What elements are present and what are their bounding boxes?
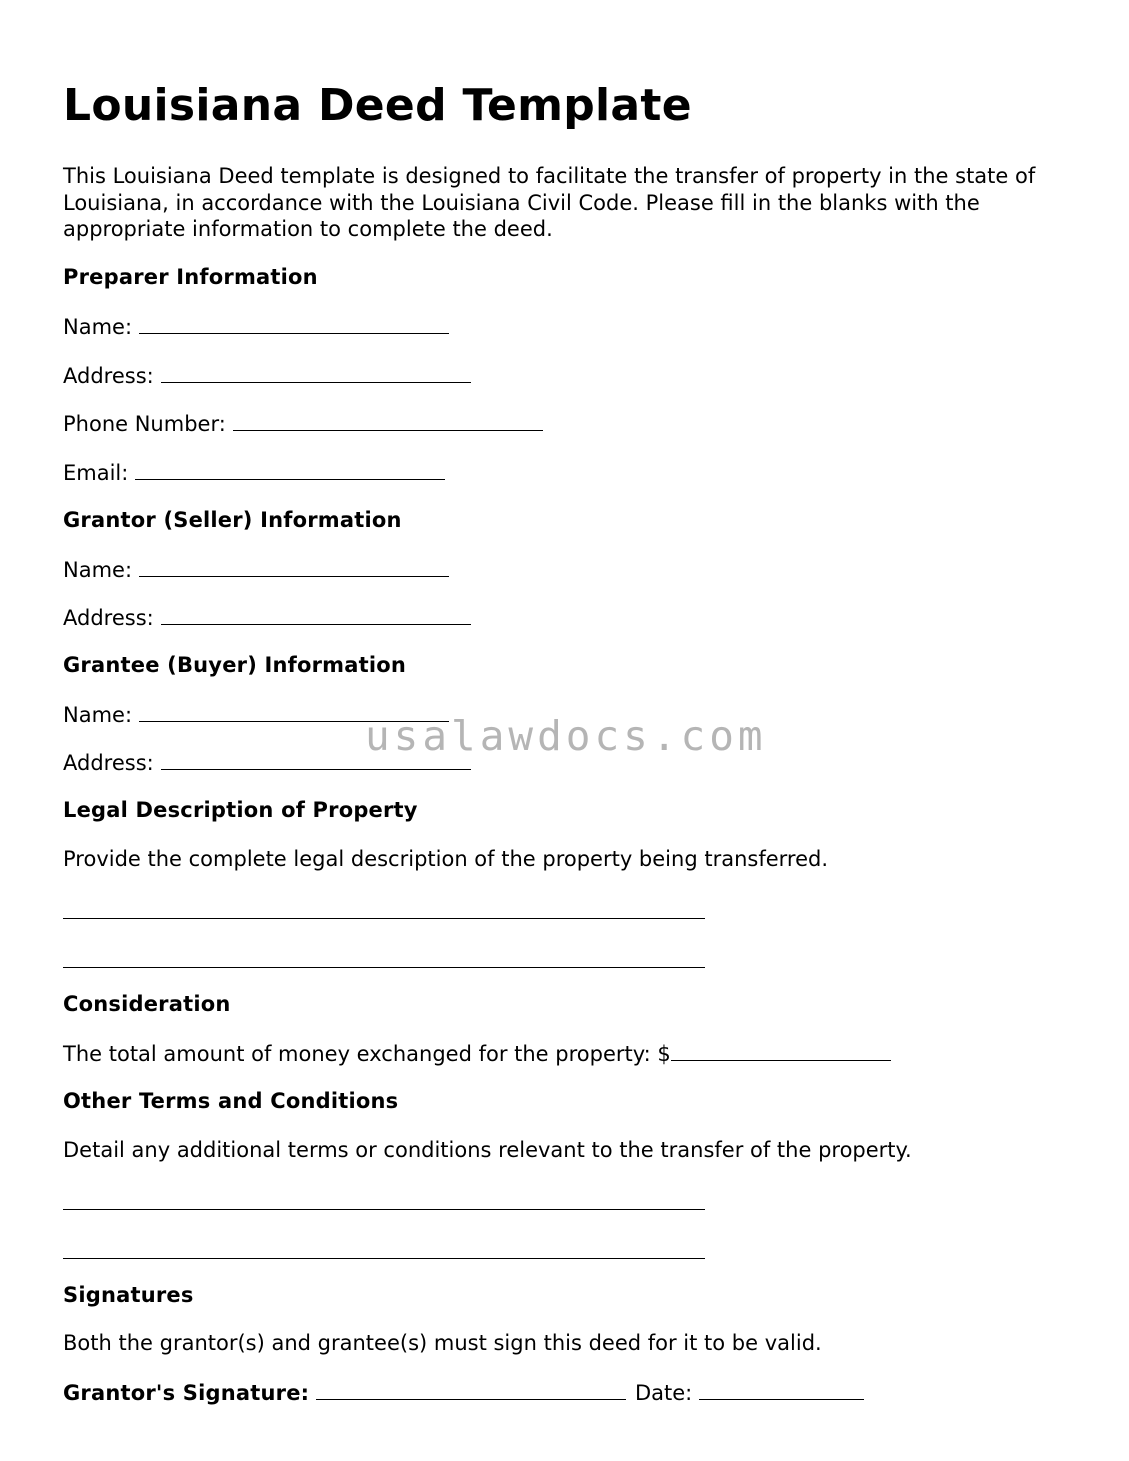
consideration-amount-field[interactable] xyxy=(671,1040,891,1061)
grantor-address-label: Address: xyxy=(63,606,154,630)
preparer-address-field[interactable] xyxy=(161,362,471,383)
grantor-name-label: Name: xyxy=(63,558,133,582)
grantor-name-field[interactable] xyxy=(139,556,449,577)
preparer-name-field[interactable] xyxy=(139,313,449,334)
preparer-heading: Preparer Information xyxy=(63,265,318,289)
preparer-email-field[interactable] xyxy=(135,459,445,480)
preparer-phone-field[interactable] xyxy=(233,410,543,431)
grantor-signature-label: Grantor's Signature: xyxy=(63,1381,310,1405)
page-title: Louisiana Deed Template xyxy=(63,80,692,131)
grantor-heading: Grantor (Seller) Information xyxy=(63,508,402,532)
legal-description-line-1[interactable] xyxy=(63,918,705,919)
grantor-address-row xyxy=(63,604,471,631)
preparer-phone-label: Phone Number: xyxy=(63,412,226,436)
grantee-address-label: Address: xyxy=(63,751,154,775)
other-terms-heading: Other Terms and Conditions xyxy=(63,1089,399,1113)
preparer-email-label: Email: xyxy=(63,461,129,485)
grantor-signature-row xyxy=(63,1379,864,1406)
other-terms-line-2[interactable] xyxy=(63,1258,705,1259)
other-terms-instruction: Detail any additional terms or conditions relevant to the transfer of the property. xyxy=(63,1138,912,1162)
consideration-row xyxy=(63,1040,891,1067)
intro-paragraph: This Louisiana Deed template is designed to facilitate the transfer of property in the state of Louisiana, in accordance with the Louisiana Civil Code. Please fill in the blanks with the appropriate information to complete the deed. xyxy=(63,164,1036,241)
watermark-text: usalawdocs.com xyxy=(365,712,767,760)
signatures-heading: Signatures xyxy=(63,1283,194,1307)
grantor-signature-field[interactable] xyxy=(316,1379,626,1400)
preparer-email-row xyxy=(63,459,445,486)
consideration-heading: Consideration xyxy=(63,992,231,1016)
grantor-address-field[interactable] xyxy=(161,604,471,625)
legal-description-heading: Legal Description of Property xyxy=(63,798,418,822)
grantor-name-row xyxy=(63,556,449,583)
signature-date-label: Date: xyxy=(634,1381,693,1405)
signature-date-field[interactable] xyxy=(699,1379,864,1400)
legal-description-instruction: Provide the complete legal description of the property being transferred. xyxy=(63,847,828,871)
signatures-instruction: Both the grantor(s) and grantee(s) must sign this deed for it to be valid. xyxy=(63,1331,822,1355)
grantee-heading: Grantee (Buyer) Information xyxy=(63,653,407,677)
consideration-label: The total amount of money exchanged for the property: $ xyxy=(63,1042,671,1066)
grantee-name-label: Name: xyxy=(63,703,133,727)
preparer-address-label: Address: xyxy=(63,364,154,388)
preparer-phone-row xyxy=(63,410,543,437)
preparer-name-label: Name: xyxy=(63,315,133,339)
other-terms-line-1[interactable] xyxy=(63,1209,705,1210)
legal-description-line-2[interactable] xyxy=(63,967,705,968)
preparer-name-row xyxy=(63,313,449,340)
preparer-address-row xyxy=(63,362,471,389)
